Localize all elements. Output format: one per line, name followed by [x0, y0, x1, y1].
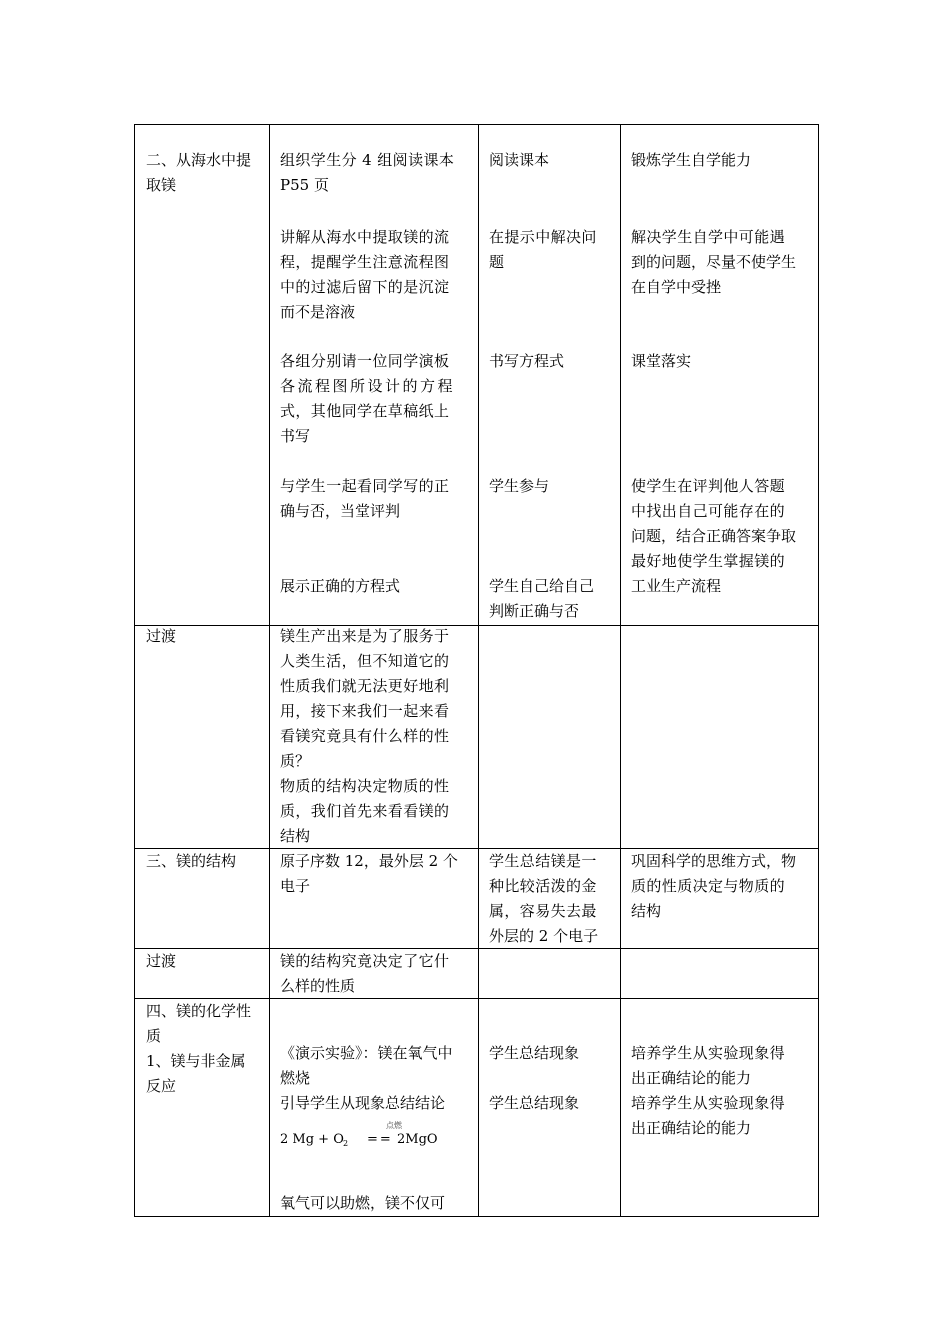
column-divider-2 — [478, 125, 479, 1216]
design-intent: 最好地使学生掌握镁的 — [631, 552, 786, 570]
teacher-activity: 各组分别请一位同学演板 — [280, 352, 450, 370]
design-intent: 在自学中受挫 — [631, 278, 722, 296]
teacher-activity: 质？ — [280, 752, 311, 770]
student-activity: 在提示中解决问 — [489, 228, 597, 246]
teacher-activity: 式，其他同学在草稿纸上 — [280, 402, 450, 420]
teacher-activity: P55 页 — [280, 176, 329, 194]
student-activity: 学生总结现象 — [489, 1094, 580, 1112]
student-activity: 学生自己给自己 — [489, 577, 595, 595]
row-divider-1 — [135, 625, 818, 626]
student-activity: 判断正确与否 — [489, 602, 580, 620]
student-activity: 外层的 2 个电子 — [489, 927, 599, 945]
teacher-activity: 《演示实验》：镁在氧气中 — [280, 1044, 453, 1062]
teacher-activity: 与学生一起看同学写的正 — [280, 477, 450, 495]
section-title: 二、从海水中提 — [146, 151, 252, 169]
teacher-activity: 用，接下来我们一起来看 — [280, 702, 450, 720]
teacher-activity: 燃烧 — [280, 1069, 311, 1087]
design-intent: 结构 — [631, 902, 662, 920]
section-title: 过渡 — [146, 627, 177, 645]
student-activity: 书写方程式 — [489, 352, 565, 370]
teacher-activity: 质，我们首先来看看镁的 — [280, 802, 450, 820]
section-title: 1、镁与非金属 — [146, 1052, 246, 1070]
teacher-activity: 书写 — [280, 427, 311, 445]
teacher-activity: 人类生活，但不知道它的 — [280, 652, 450, 670]
teacher-activity: 性质我们就无法更好地利 — [280, 677, 450, 695]
design-intent: 问题，结合正确答案争取 — [631, 527, 797, 545]
design-intent: 出正确结论的能力 — [631, 1069, 752, 1087]
section-title: 四、镁的化学性 — [146, 1002, 252, 1020]
teacher-activity: 物质的结构决定物质的性 — [280, 777, 450, 795]
student-activity: 题 — [489, 253, 505, 271]
design-intent: 培养学生从实验现象得 — [631, 1094, 786, 1112]
teacher-activity: 展示正确的方程式 — [280, 577, 401, 595]
teacher-activity: 而不是溶液 — [280, 303, 356, 321]
student-activity: 种比较活泼的金 — [489, 877, 597, 895]
equation-arrow: == — [367, 1132, 393, 1147]
design-intent: 工业生产流程 — [631, 577, 722, 595]
section-title: 过渡 — [146, 952, 177, 970]
student-activity: 学生参与 — [489, 477, 550, 495]
teacher-activity: 讲解从海水中提取镁的流 — [280, 228, 450, 246]
design-intent: 培养学生从实验现象得 — [631, 1044, 786, 1062]
equation-product: 2MgO — [397, 1132, 438, 1147]
design-intent: 巩固科学的思维方式，物 — [631, 852, 797, 870]
design-intent: 到的问题，尽量不使学生 — [631, 253, 797, 271]
column-divider-3 — [620, 125, 621, 1216]
student-activity: 学生总结镁是一 — [489, 852, 597, 870]
teacher-activity: 各流程图所设计的方程 — [280, 377, 456, 395]
design-intent: 锻炼学生自学能力 — [631, 151, 752, 169]
column-divider-1 — [269, 125, 270, 1216]
equation-subscript: 2 — [343, 1139, 349, 1148]
teacher-activity: 结构 — [280, 827, 311, 845]
row-divider-3 — [135, 948, 818, 949]
design-intent: 课堂落实 — [631, 352, 692, 370]
teacher-activity: 电子 — [280, 877, 311, 895]
teacher-activity: 原子序数 12，最外层 2 个 — [280, 852, 458, 870]
teacher-activity: 引导学生从现象总结结论 — [280, 1094, 446, 1112]
teacher-activity: 镁生产出来是为了服务于 — [280, 627, 450, 645]
student-activity: 阅读课本 — [489, 151, 550, 169]
teacher-activity: 确与否，当堂评判 — [280, 502, 401, 520]
teacher-activity: 中的过滤后留下的是沉淀 — [280, 278, 450, 296]
design-intent: 出正确结论的能力 — [631, 1119, 752, 1137]
teacher-activity: 氧气可以助燃，镁不仅可 — [280, 1194, 446, 1212]
equation-reactants: 2 Mg + O — [280, 1132, 344, 1147]
section-title: 反应 — [146, 1077, 177, 1095]
section-title: 三、镁的结构 — [146, 852, 237, 870]
section-title: 质 — [146, 1027, 162, 1045]
teacher-activity: 组织学生分 4 组阅读课本 — [280, 151, 455, 169]
design-intent: 使学生在评判他人答题 — [631, 477, 786, 495]
design-intent: 解决学生自学中可能遇 — [631, 228, 786, 246]
teacher-activity: 镁的结构究竟决定了它什 — [280, 952, 450, 970]
design-intent: 中找出自己可能存在的 — [631, 502, 786, 520]
teacher-activity: 么样的性质 — [280, 977, 356, 995]
student-activity: 属，容易失去最 — [489, 902, 597, 920]
section-title: 取镁 — [146, 176, 177, 194]
student-activity: 学生总结现象 — [489, 1044, 580, 1062]
reaction-condition: 点燃 — [386, 1121, 402, 1130]
design-intent: 质的性质决定与物质的 — [631, 877, 786, 895]
teacher-activity: 看镁究竟具有什么样的性 — [280, 727, 450, 745]
teacher-activity: 程，提醒学生注意流程图 — [280, 253, 450, 271]
lesson-plan-table — [134, 124, 819, 1217]
